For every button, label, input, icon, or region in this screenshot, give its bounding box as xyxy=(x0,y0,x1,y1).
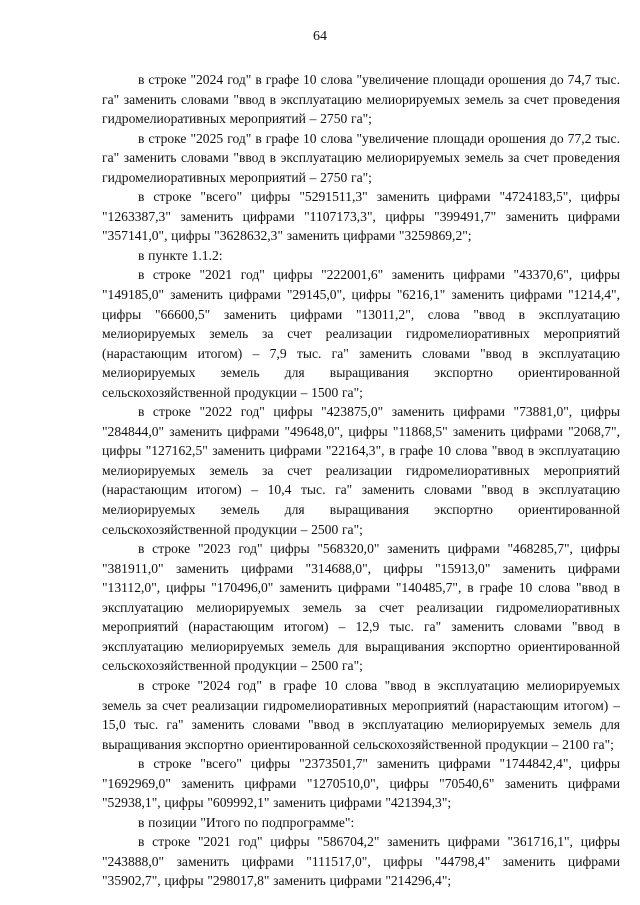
paragraph-2025-irrigation: в строке "2025 год" в графе 10 слова "увеличение площади орошения до 77,2 тыс. га" заменить словами "ввод в эксплуатацию мелиорируемых земель за счет проведения гидромелиоративных мероприятий – 2750 га"; xyxy=(102,130,620,185)
paragraph-2021-subprogram: в строке "2021 год" цифры "586704,2" заменить цифрами "361716,1", цифры "243888,0" заменить цифрами "111517,0", цифры "44798,4" заменить цифрами "35902,7", цифры "298017,8" заменить цифрами "214296,4"; xyxy=(102,834,620,889)
paragraph-subprogram-total: в позиции "Итого по подпрограмме": xyxy=(138,814,355,830)
paragraph-total-figures: в строке "всего" цифры "5291511,3" заменить цифрами "4724183,5", цифры "1263387,3" заменить цифрами "1107173,3", цифры "399491,7" заменить цифрами "357141,0", цифры "3628632,3" заменить цифрами "3259869,2"; xyxy=(102,189,620,244)
paragraph-2021-figures: в строке "2021 год" цифры "222001,6" заменить цифрами "43370,6", цифры "149185,0" заменить цифрами "29145,0", цифры "6216,1" заменить цифрами "1214,4", цифры "66600,5" заменить цифрами "13011,2", слова "ввод в эксплуатацию мелиорируемых земель за счет реализации гидромелиоративных мероприятий (нарастающим итогом) – 7,9 тыс. га" заменить словами "ввод в эксплуатацию мелиорируемых земель для выращивания экспортно ориентированной сельскохозяйственной продукции – 1500 га"; xyxy=(102,267,620,400)
paragraph-2023-figures: в строке "2023 год" цифры "568320,0" заменить цифрами "468285,7", цифры "381911,0" заменить цифрами "314688,0", цифры "15913,0" заменить цифрами "13112,0", цифры "170496,0" заменить цифрами "140485,7", в графе 10 слова "ввод в эксплуатацию мелиорируемых земель за счет реализации гидромелиоративных мероприятий (нарастающим итогом) – 12,9 тыс. га" заменить словами "ввод в эксплуатацию мелиорируемых земель для выращивания экспортно ориентированной сельскохозяйственной продукции – 2500 га"; xyxy=(102,541,620,674)
paragraph-2024-column-10: в строке "2024 год" в графе 10 слова "ввод в эксплуатацию мелиорируемых земель за счет реализации гидромелиоративных мероприятий (нарастающим итогом) – 15,0 тыс. га" заменить словами "ввод в эксплуатацию мелиорируемых земель для выращивания экспортно ориентированной сельскохозяйственной продукции – 2100 га"; xyxy=(102,677,620,752)
paragraph-2022-figures: в строке "2022 год" цифры "423875,0" заменить цифрами "73881,0", цифры "284844,0" заменить цифрами "49648,0", цифры "11868,5" заменить цифрами "2068,7", цифры "127162,5" заменить цифрами "22164,3", в графе 10 слова "ввод в эксплуатацию мелиорируемых земель за счет реализации гидромелиоративных мероприятий (нарастающим итогом) – 10,4 тыс. га" заменить словами "ввод в эксплуатацию мелиорируемых земель для выращивания экспортно ориентированной сельскохозяйственной продукции – 2500 га"; xyxy=(102,404,620,537)
paragraph-total-1-1-2: в строке "всего" цифры "2373501,7" заменить цифрами "1744842,4", цифры "1692969,0" заменить цифрами "1270510,0", цифры "70540,6" заменить цифрами "52938,1", цифры "609992,1" заменить цифрами "421394,3"; xyxy=(102,756,620,811)
paragraph-2024-irrigation: в строке "2024 год" в графе 10 слова "увеличение площади орошения до 74,7 тыс. га" заменить словами "ввод в эксплуатацию мелиорируемых земель за счет проведения гидромелиоративных мероприятий – 2750 га"; xyxy=(102,72,620,127)
page-number: 64 xyxy=(313,29,327,44)
document-body xyxy=(102,70,620,891)
paragraph-clause-1-1-2: в пункте 1.1.2: xyxy=(138,247,223,263)
